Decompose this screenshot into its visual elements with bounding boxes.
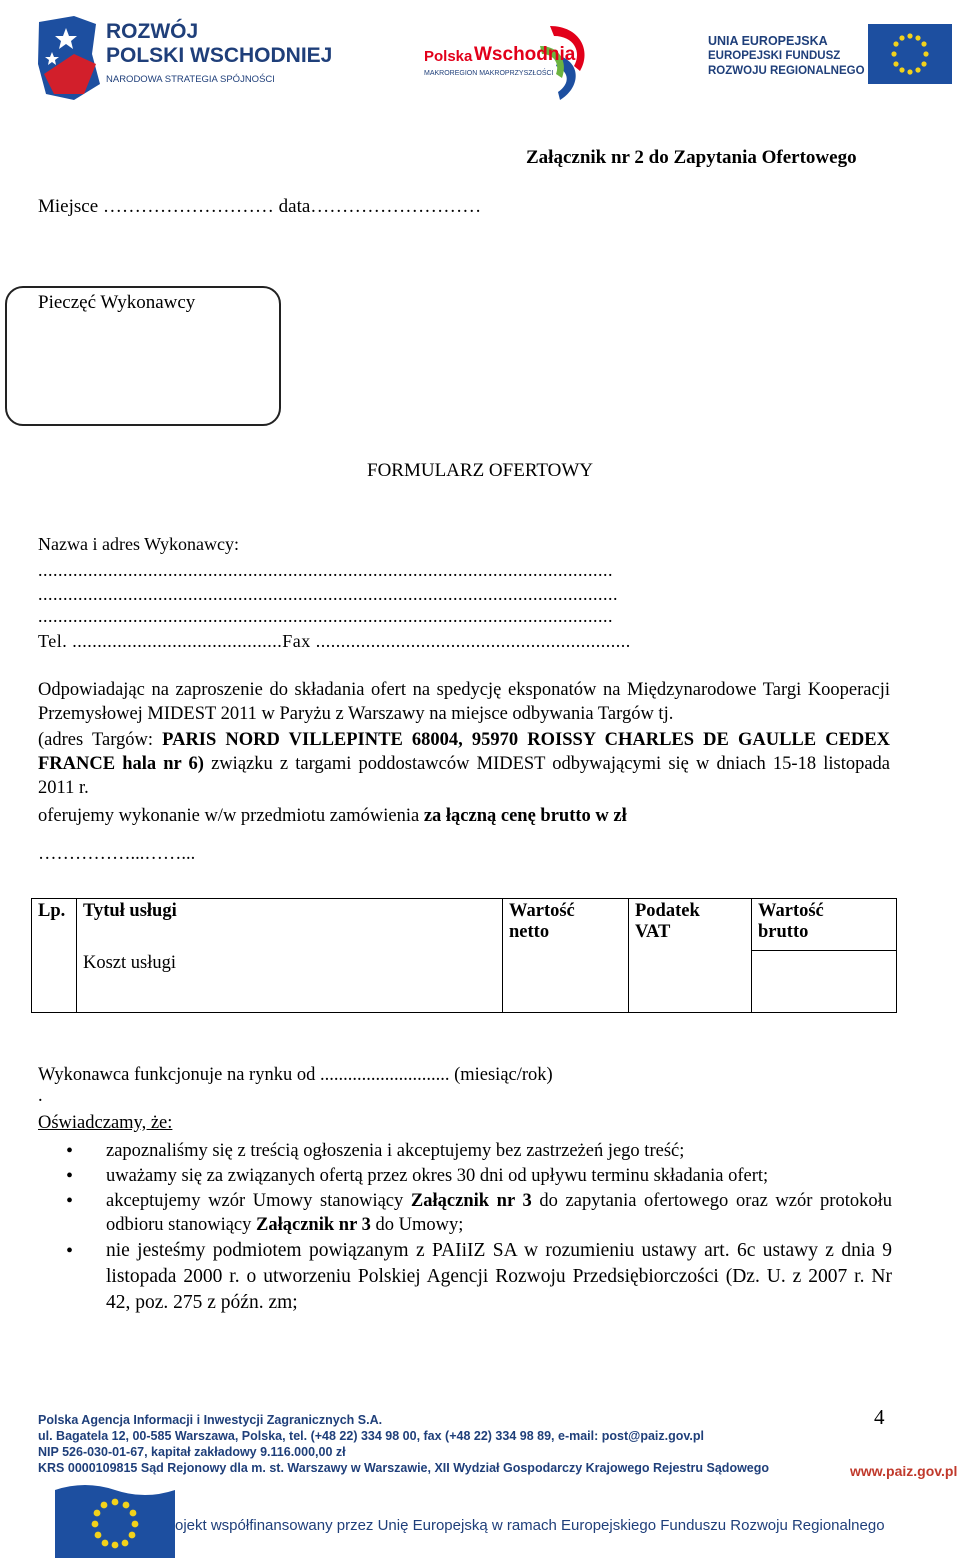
declaration-list	[66, 1139, 892, 1317]
address-paragraph	[38, 728, 890, 800]
declaration-text-1: zapoznaliśmy się z treścią ogłoszenia i akceptujemy bez zastrzeżeń jego treść;	[106, 1141, 685, 1161]
cofinance-note: ojekt współfinansowany przez Unię Europejską w ramach Europejskiego Funduszu Rozwoju Regionalnego	[175, 1517, 885, 1534]
col-net-line1: Wartość	[509, 901, 575, 921]
logo-center-line1: Polska	[424, 48, 473, 65]
footer-line-2: ul. Bagatela 12, 00-585 Warszawa, Polska, tel. (+48 22) 334 98 00, fax (+48 22) 334 98 89, e-mail: post@paiz.gov.pl	[38, 1429, 704, 1443]
col-vat-header	[629, 899, 752, 1013]
address-prefix: (adres Targów:	[38, 730, 163, 750]
intro-text: Odpowiadając na zaproszenie do składania ofert na spedycję eksponatów na Międzynarodowe Targi Kooperacji Przemysłowej MIDEST 2011 w Paryżu z Warszawy na miejsce odbywania Targów tj.	[38, 680, 890, 724]
col-gross-line1: Wartość	[758, 901, 824, 921]
declaration-item-4	[66, 1238, 892, 1316]
logo-left-line2: POLSKI WSCHODNIEJ	[106, 44, 333, 67]
footer-line-4: KRS 0000109815 Sąd Rejonowy dla m. st. Warszawy w Warszawie, XII Wydział Gospodarczy Krajowego Rejestru Sądowego	[38, 1461, 770, 1475]
declaration-heading: Oświadczamy, że:	[38, 1113, 173, 1133]
service-cost-cell[interactable]	[77, 951, 503, 1013]
fair-address: PARIS NORD VILLEPINTE 68004, 95970 ROISSY CHARLES DE GAULLE CEDEX FRANCE hala nr 6)	[38, 730, 890, 774]
annex-ref-2: Załącznik nr 3	[256, 1215, 371, 1235]
col-gross-line2: brutto	[758, 922, 809, 942]
logo-right-line2: EUROPEJSKI FUNDUSZ	[708, 50, 841, 62]
gross-value-cell[interactable]	[752, 951, 897, 1013]
tel-fax-line: Tel. ..........................................Fax ...............................................................	[38, 631, 631, 651]
col-gross-header	[752, 899, 897, 951]
eu-flag-footer-icon	[55, 1480, 175, 1558]
annex-ref-1: Załącznik nr 3	[410, 1191, 532, 1211]
annex-title: Załącznik nr 2 do Zapytania Ofertowego	[526, 147, 857, 168]
footer-line-3: NIP 526-030-01-67, kapitał zakładowy 9.116.000,00 zł	[38, 1445, 346, 1459]
performer-since-line: Wykonawca funkcjonuje na rynku od ............................ (miesiąc/rok)	[38, 1065, 553, 1085]
contractor-label: Nazwa i adres Wykonawcy:	[38, 534, 240, 554]
service-cost-label: Koszt usługi	[83, 952, 177, 973]
footer-line-1: Polska Agencja Informacji i Inwestycji Zagranicznych S.A.	[38, 1413, 383, 1427]
logo-left-tagline: NARODOWA STRATEGIA SPÓJNOŚCI	[106, 74, 275, 85]
services-table	[31, 898, 897, 1013]
logo-center-tagline: MAKROREGION MAKROPRZYSZŁOŚCI	[424, 70, 554, 77]
logo-left-line1: ROZWÓJ	[106, 20, 199, 43]
period-mark: .	[38, 1086, 43, 1106]
footer-address-block	[38, 1412, 769, 1476]
offer-paragraph	[38, 804, 890, 828]
declaration-item-2	[66, 1164, 892, 1188]
eu-flag-icon	[868, 24, 952, 84]
footer-url[interactable]: www.paiz.gov.pl	[850, 1463, 958, 1479]
declaration-text-3e: do Umowy;	[370, 1215, 464, 1235]
logo-right-line1: UNIA EUROPEJSKA	[708, 34, 828, 48]
logo-right-line3: ROZWOJU REGIONALNEGO	[708, 65, 865, 77]
intro-paragraph	[38, 678, 890, 726]
col-title-header: Tytuł usługi	[77, 899, 503, 951]
place-date-line: Miejsce ……………………… data………………………	[38, 196, 482, 217]
col-vat-line2: VAT	[635, 922, 671, 942]
offer-dots: ……………...……...	[38, 844, 196, 864]
contractor-line-3: ...................................................................................................................	[38, 606, 613, 626]
unia-europejska-logo	[702, 20, 954, 90]
declaration-text-4: nie jesteśmy podmiotem powiązanym z PAIiIZ SA w rozumieniu ustawy art. 6c ustawy z dnia 9 listopada 2000 r. o utworzeniu Polskiej Agencji Rozwoju Przedsiębiorczości (Dz. U. z 2007 r. Nr 42, poz. 275 z późn. zm;	[106, 1240, 892, 1313]
stamp-label: Pieczęć Wykonawcy	[38, 292, 196, 313]
contractor-line-1: ...................................................................................................................	[38, 560, 613, 580]
polska-wschodnia-logo	[412, 14, 607, 106]
declaration-item-1	[66, 1139, 892, 1163]
col-vat-line1: Podatek	[635, 901, 700, 921]
col-net-header	[503, 899, 629, 1013]
logo-center-line2: Wschodnia	[474, 44, 576, 65]
offer-prefix: oferujemy wykonanie w/w przedmiotu zamówienia	[38, 806, 424, 826]
address-suffix: związku z targami poddostawców MIDEST odbywającymi się w dniach 15-18 listopada 2011 r.	[38, 754, 891, 798]
page-number: 4	[874, 1405, 885, 1429]
declaration-text-3a: akceptujemy wzór Umowy stanowiący	[106, 1191, 411, 1211]
col-net-line2: netto	[509, 922, 550, 942]
col-lp-header: Lp.	[32, 899, 77, 1013]
declaration-text-2: uważamy się za związanych ofertą przez okres 30 dni od upływu terminu składania ofert;	[106, 1166, 769, 1186]
declaration-item-3	[66, 1189, 892, 1237]
form-title: FORMULARZ OFERTOWY	[367, 460, 593, 481]
declaration-text-3c: do zapytania ofertowego oraz wzór protokołu odbioru stanowiący	[106, 1191, 892, 1235]
offer-price-label: za łączną cenę brutto w zł	[423, 806, 627, 826]
rozwoj-polski-wschodniej-logo	[34, 14, 333, 104]
contractor-line-2: ....................................................................................................................	[38, 584, 618, 604]
